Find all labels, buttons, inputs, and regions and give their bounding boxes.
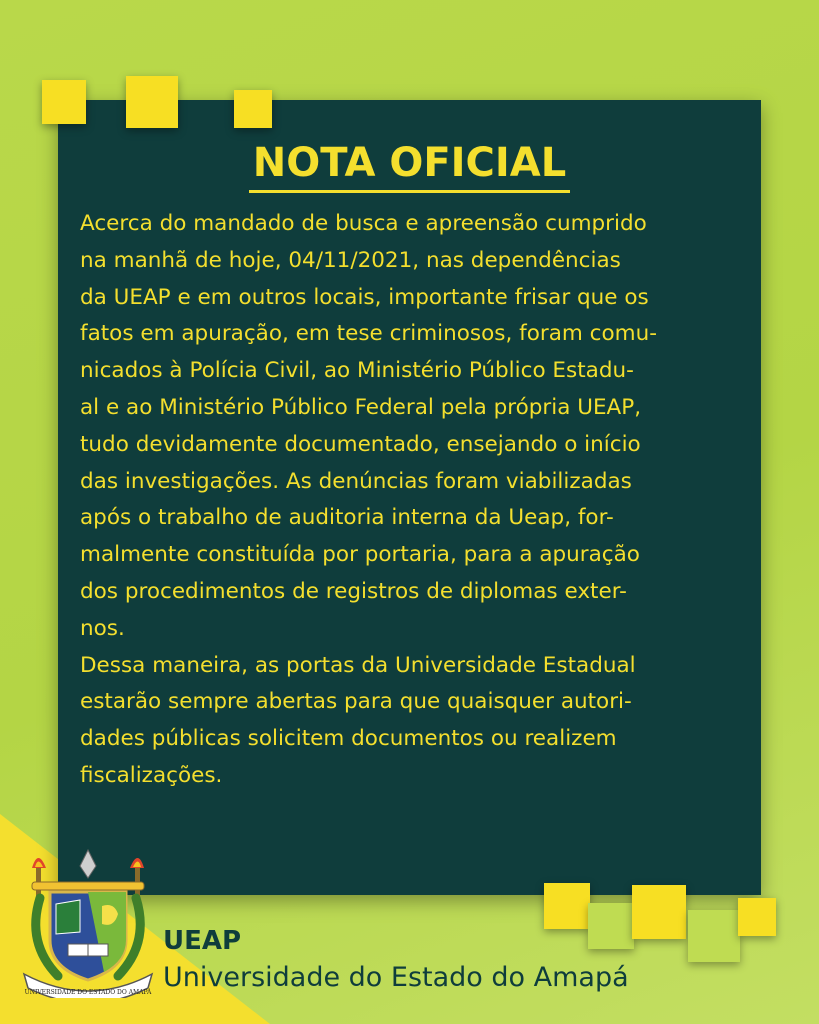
decor-square	[126, 76, 178, 128]
svg-text:UNIVERSIDADE DO ESTADO DO AMAP: UNIVERSIDADE DO ESTADO DO AMAPÁ	[24, 989, 152, 996]
decor-square	[234, 90, 272, 128]
notice-paragraph-1: Acerca do mandado de busca e apreensão cumprido na manhã de hoje, 04/11/2021, nas dependências da UEAP e em outros locais, importante frisar que os fatos em apuração, em tese criminosos, foram comu- nicados à Polícia Civil, ao Ministério Público Estadu- al e ao Ministério Público Federal pela própria UEAP, tudo devidamente documentado, ensejando o início das investigações. As denúncias foram viabilizadas após o trabalho de auditoria interna da Ueap, for- malmente constituída por portaria, para a apuração dos procedimentos de registros de diplomas exter- nos.	[80, 211, 657, 641]
notice-body	[80, 206, 755, 795]
decor-square	[544, 883, 590, 929]
brand-full-name: Universidade do Estado do Amapá	[163, 962, 629, 993]
notice-title	[58, 140, 761, 193]
notice-panel	[58, 100, 761, 895]
decor-square	[42, 80, 86, 124]
university-seal-icon	[18, 848, 158, 998]
brand-short-name: UEAP	[163, 926, 242, 956]
decor-square	[738, 898, 776, 936]
decor-square	[632, 885, 686, 939]
decor-square	[588, 903, 634, 949]
decor-square	[688, 910, 740, 962]
notice-title-text: NOTA OFICIAL	[249, 140, 570, 193]
notice-paragraph-2: Dessa maneira, as portas da Universidade Estadual estarão sempre abertas para que quaisquer autori- dades públicas solicitem documentos ou realizem fiscalizações.	[80, 652, 636, 788]
